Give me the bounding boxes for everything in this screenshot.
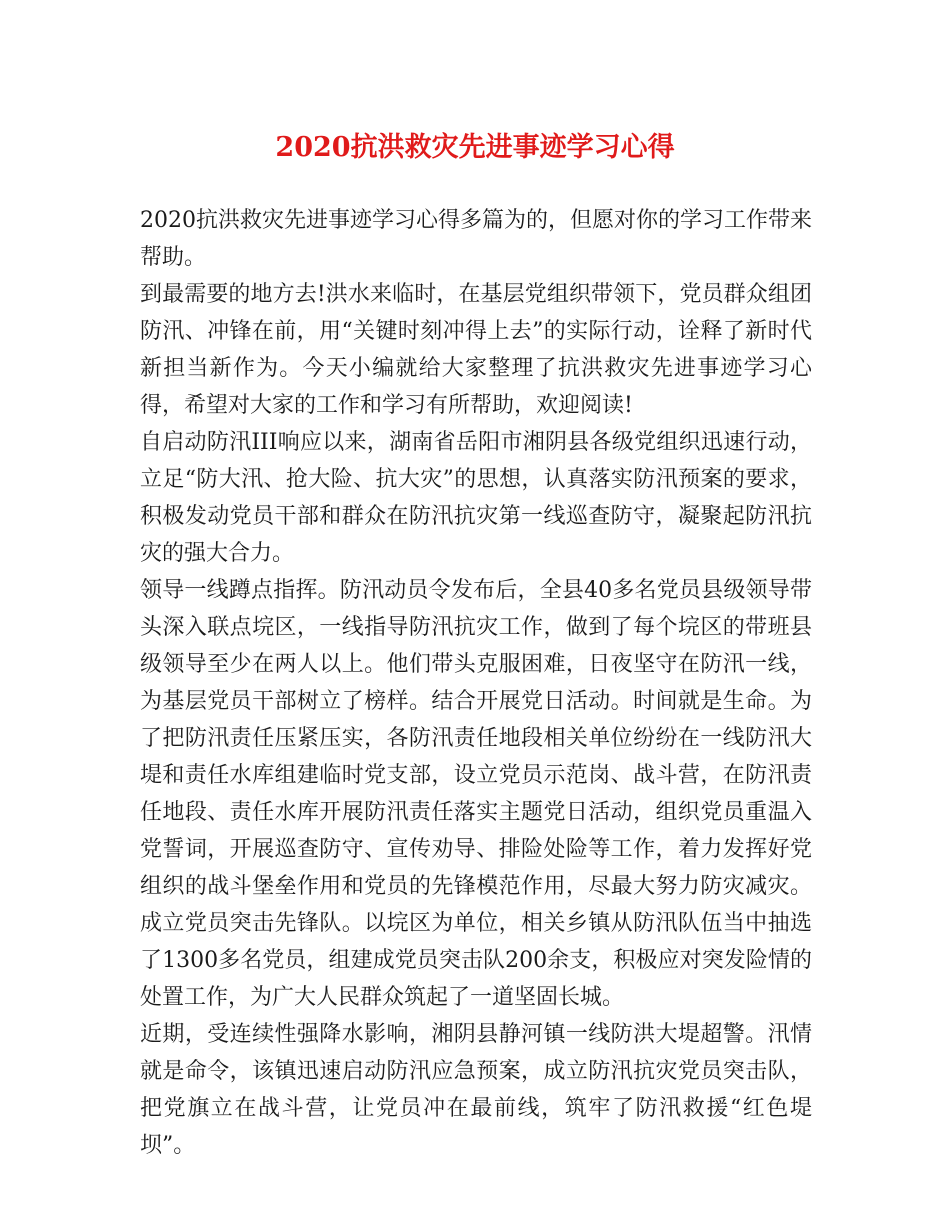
document-title: 2020抗洪救灾先进事迹学习心得 — [275, 132, 675, 163]
paragraph-intro: 2020抗洪救灾先进事迹学习心得多篇为的，但愿对你的学习工作带来帮助。 — [140, 208, 812, 270]
paragraph-3: 自启动防汛III响应以来，湖南省岳阳市湘阴县各级党组织迅速行动，立足“防大汛、抢大险、抗大灾”的思想，认真落实防汛预案的要求，积极发动党员干部和群众在防汛抗灾第一线巡查防守，凝聚起防汛抗灾的强大合力。 — [140, 430, 812, 566]
paragraph-2: 到最需要的地方去!洪水来临时，在基层党组织带领下，党员群众组团防汛、冲锋在前，用“关键时刻冲得上去”的实际行动，诠释了新时代新担当新作为。今天小编就给大家整理了抗洪救灾先进事迹学习心得，希望对大家的工作和学习有所帮助，欢迎阅读! — [140, 282, 812, 418]
paragraph-5: 近期，受连续性强降水影响，湘阴县静河镇一线防洪大堤超警。汛情就是命令，该镇迅速启动防汛应急预案，成立防汛抗灾党员突击队，把党旗立在战斗营，让党员冲在最前线，筑牢了防汛救援“红色堤坝”。 — [140, 1022, 812, 1158]
document-body — [140, 202, 812, 1164]
paragraph-4: 领导一线蹲点指挥。防汛动员令发布后，全县40多名党员县级领导带头深入联点垸区，一线指导防汛抗灾工作，做到了每个垸区的带班县级领导至少在两人以上。他们带头克服困难，日夜坚守在防汛一线，为基层党员干部树立了榜样。结合开展党日活动。时间就是生命。为了把防汛责任压紧压实，各防汛责任地段相关单位纷纷在一线防汛大堤和责任水库组建临时党支部，设立党员示范岗、战斗营，在防汛责任地段、责任水库开展防汛责任落实主题党日活动，组织党员重温入党誓词，开展巡查防守、宣传劝导、排险处险等工作，着力发挥好党组织的战斗堡垒作用和党员的先锋模范作用，尽最大努力防灾减灾。成立党员突击先锋队。以垸区为单位，相关乡镇从防汛队伍当中抽选了1300多名党员，组建成党员突击队200余支，积极应对突发险情的处置工作，为广大人民群众筑起了一道坚固长城。 — [140, 578, 812, 1010]
